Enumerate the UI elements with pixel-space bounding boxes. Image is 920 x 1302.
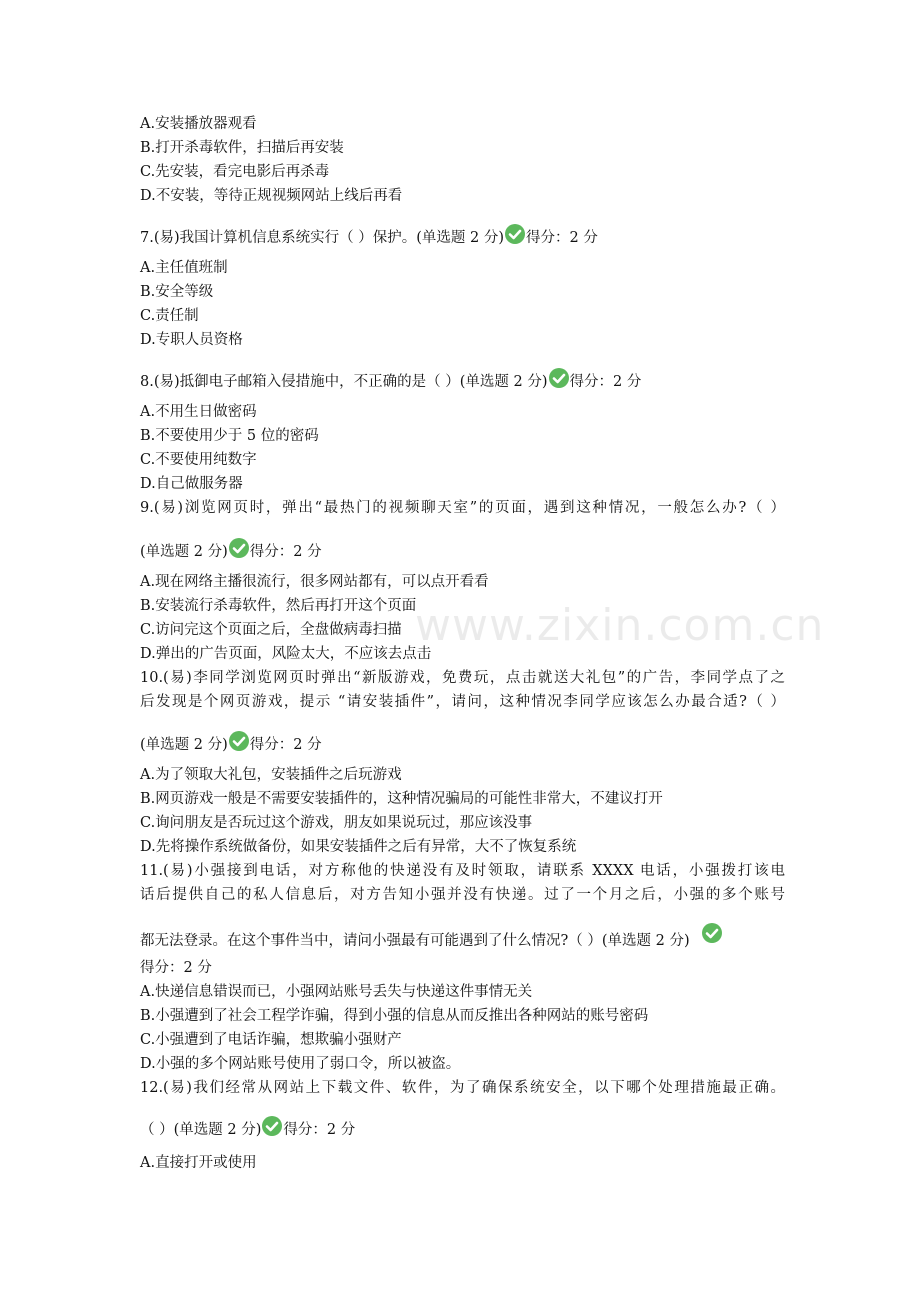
question-10-stem-line2: 后发现是个网页游戏，提示 “请安装插件”，请问，这种情况李同学应该怎么办最合适?（ ） — [140, 694, 785, 710]
question-11-stem-line3 — [140, 923, 723, 951]
q9-option-c: C.访问完这个页面之后，全盘做病毒扫描 — [140, 622, 402, 638]
q8-option-c: C.不要使用纯数字 — [140, 452, 257, 468]
question-12-stem-line2 — [140, 1116, 355, 1140]
question-7-stem — [140, 224, 598, 248]
question-12-stem-line1: 12.(易)我们经常从网站上下载文件、软件，为了确保系统安全，以下哪个处理措施最正确。 — [140, 1080, 785, 1096]
question-text: 8.(易)抵御电子邮箱入侵措施中，不正确的是（ ）(单选题 2 分) — [140, 374, 548, 390]
score-text: 得分：2 分 — [249, 544, 322, 560]
question-10-stem-line3 — [140, 731, 322, 755]
prev-option-d: D.不安装，等待正规视频网站上线后再看 — [140, 188, 403, 204]
question-8-stem — [140, 368, 641, 392]
question-9-stem-line1: 9.(易)浏览网页时，弹出“最热门的视频聊天室”的页面，遇到这种情况，一般怎么办?（ ） — [140, 500, 785, 516]
q10-option-d: D.先将操作系统做备份，如果安装插件之后有异常，大不了恢复系统 — [140, 839, 577, 855]
q8-option-d: D.自己做服务器 — [140, 476, 243, 492]
q11-option-b: B.小强遭到了社会工程学诈骗，得到小强的信息从而反推出各种网站的账号密码 — [140, 1008, 649, 1024]
check-circle-icon — [549, 368, 569, 388]
q7-option-a: A.主任值班制 — [140, 260, 228, 276]
question-text: 都无法登录。在这个事件当中，请问小强最有可能遇到了什么情况?（ ）(单选题 2 分) — [140, 933, 690, 949]
question-11-stem-line1: 11.(易)小强接到电话，对方称他的快递没有及时领取，请联系 XXXX 电话，小强拨打该电 — [140, 863, 785, 879]
q7-option-d: D.专职人员资格 — [140, 332, 243, 348]
q10-option-b: B.网页游戏一般是不需要安装插件的，这种情况骗局的可能性非常大，不建议打开 — [140, 791, 663, 807]
prev-option-c: C.先安装，看完电影后再杀毒 — [140, 164, 330, 180]
question-10-stem-line1: 10.(易)李同学浏览网页时弹出“新版游戏，免费玩，点击就送大礼包”的广告，李同学点了之 — [140, 670, 785, 686]
q12-option-a: A.直接打开或使用 — [140, 1155, 257, 1171]
question-11-score: 得分：2 分 — [140, 960, 212, 976]
score-text: 得分：2 分 — [249, 737, 322, 753]
question-text: (单选题 2 分) — [140, 737, 228, 753]
q7-option-c: C.责任制 — [140, 308, 199, 324]
q9-option-d: D.弹出的广告页面，风险太大，不应该去点击 — [140, 646, 432, 662]
check-circle-icon — [262, 1116, 282, 1136]
q11-option-c: C.小强遭到了电话诈骗，想欺骗小强财产 — [140, 1032, 402, 1048]
question-9-stem-line2 — [140, 538, 322, 562]
check-circle-icon — [229, 538, 249, 558]
question-text: 7.(易)我国计算机信息系统实行（ ）保护。(单选题 2 分) — [140, 230, 505, 246]
check-circle-icon — [702, 923, 722, 943]
q8-option-a: A.不用生日做密码 — [140, 404, 257, 420]
q7-option-b: B.安全等级 — [140, 284, 214, 300]
check-circle-icon — [229, 731, 249, 751]
score-text: 得分：2 分 — [283, 1122, 356, 1138]
q9-option-b: B.安装流行杀毒软件，然后再打开这个页面 — [140, 598, 417, 614]
question-text: (单选题 2 分) — [140, 544, 228, 560]
q9-option-a: A.现在网络主播很流行，很多网站都有，可以点开看看 — [140, 574, 489, 590]
prev-option-a: A.安装播放器观看 — [140, 116, 257, 132]
q10-option-a: A.为了领取大礼包，安装插件之后玩游戏 — [140, 767, 402, 783]
question-11-stem-line2: 话后提供自己的私人信息后，对方告知小强并没有快递。过了一个月之后，小强的多个账号 — [140, 887, 785, 903]
check-circle-icon — [505, 224, 525, 244]
score-text: 得分：2 分 — [526, 230, 598, 246]
q10-option-c: C.询问朋友是否玩过这个游戏，朋友如果说玩过，那应该没事 — [140, 815, 533, 831]
question-text: （ ）(单选题 2 分) — [140, 1122, 262, 1138]
watermark: www.zixin.com.cn — [415, 600, 825, 651]
prev-option-b: B.打开杀毒软件，扫描后再安装 — [140, 140, 344, 156]
q11-option-a: A.快递信息错误而已，小强网站账号丢失与快递这件事情无关 — [140, 984, 533, 1000]
q11-option-d: D.小强的多个网站账号使用了弱口令，所以被盗。 — [140, 1056, 461, 1072]
score-text: 得分：2 分 — [569, 374, 642, 390]
q8-option-b: B.不要使用少于 5 位的密码 — [140, 428, 319, 444]
